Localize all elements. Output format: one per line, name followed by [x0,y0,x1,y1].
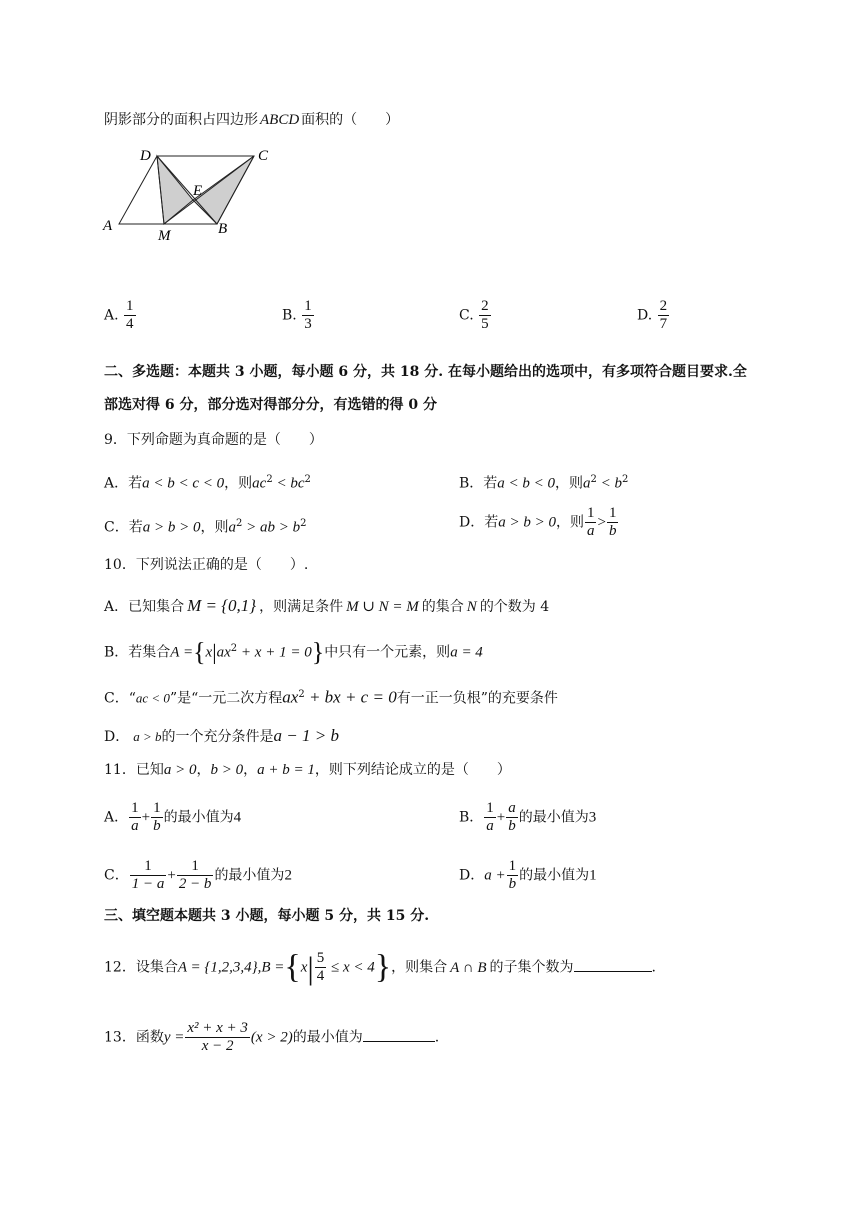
q12 [104,950,656,985]
text: ，则下列结论成立的是（ ） [314,762,511,778]
numerator: 1 [131,800,139,816]
q10-option-a [104,596,549,617]
q9-option-b [459,470,628,494]
denominator: 3 [304,316,312,332]
numerator: x² + x + 3 [187,1020,248,1036]
parallelogram-figure [100,145,290,245]
text: 11．已知 [104,762,164,778]
set-var: x [205,644,213,661]
q9-option-a [104,470,311,494]
condition: a − 1 > b [273,726,339,745]
text: 的最小值为 [519,867,590,884]
set-expression: M = {0,1} [187,596,257,615]
result-right: < bc [272,475,305,492]
greater-than: > [597,514,606,531]
option-letter: C． [104,867,129,884]
condition: a < b < c < 0 [142,475,225,492]
bar: | [212,639,217,665]
text: 的最小值为 [163,809,234,826]
section2-line1: 二、多选题：本题共 3 小题，每小题 6 分，共 18 分. 在每小题给出的选项中，有多项符合题目要求.全 [104,364,747,380]
condition: a > b > 0 [142,519,201,536]
numerator: 1 [586,505,595,521]
denominator: b [508,818,516,834]
numerator: 1 [608,505,617,521]
numerator: 1 [304,298,312,314]
numerator: 1 [486,800,494,816]
fraction [585,505,597,540]
numerator: 5 [316,950,325,966]
denominator: a [586,523,595,539]
fraction [129,800,141,835]
then-text: ，则 [555,475,584,492]
q10-option-d [104,726,339,747]
value: 2 [284,867,292,884]
plus: + [167,867,176,884]
set-body: ax [216,644,231,661]
if-text: 若 [128,519,143,536]
q8-option-d-fraction [658,298,670,333]
fraction [484,800,496,835]
separator: ， [243,762,258,778]
equation: + bx + c = 0 [304,687,397,707]
denominator: b [508,876,517,892]
fraction [507,858,519,893]
value: 1 [589,867,597,884]
q8-option-a-fraction [124,298,136,333]
period: . [651,959,656,976]
equation: ax [282,687,299,707]
exponent: 2 [298,689,305,700]
answer-blank[interactable] [363,1027,435,1042]
condition: b > 0 [210,762,244,778]
q11-option-a [104,800,241,835]
fraction [151,800,163,835]
denominator: x − 2 [201,1038,234,1054]
condition: a < b < 0 [497,475,556,492]
q8-option-c [459,298,492,333]
result-left: ac [252,475,267,492]
exponent: 2 [266,474,273,485]
fraction [506,800,518,835]
set-body: + x + 1 = 0 [237,644,312,661]
q8-option-b [282,298,315,333]
option-letter: D． [104,729,130,745]
q8-option-b-letter: B. [282,307,297,324]
set-var: x [300,959,308,976]
intersection: A ∩ B [450,959,487,976]
right-brace: } [374,948,392,986]
q8-stem-suffix: 面积的（ ） [301,112,400,128]
section2-line2: 部选对得 6 分，部分选对得部分分，有选错的得 0 分 [104,397,437,413]
text: 的一个充分条件是 [161,729,274,745]
q9-option-c [104,514,306,538]
condition: a > b > 0 [498,514,556,531]
period: . [434,1029,440,1046]
fraction [315,950,327,985]
label-C: C [258,148,269,164]
text: 若集合 [128,644,171,661]
plus: + [496,809,506,826]
separator: ， [196,762,211,778]
condition: ac < 0 [135,690,170,706]
domain: (x > 2) [250,1029,293,1046]
numerator: 2 [659,298,668,314]
result-left: a [228,519,236,536]
fraction [177,858,214,893]
text: ”是“一元二次方程 [169,690,283,707]
q8-option-d [637,298,670,333]
numerator: 1 [508,858,517,874]
label-M: M [158,228,171,244]
q8-option-d-letter: D. [637,307,653,324]
text: 中只有一个元素，则 [324,644,451,661]
q8-option-c-letter: C. [459,307,474,324]
result-right: > ab > b [242,519,301,536]
right-brace: } [311,637,325,667]
result-left: a [583,475,591,492]
then-text: ，则 [555,514,584,531]
option-letter: A． [104,475,129,492]
option-letter: A． [104,809,129,826]
set-expression: A = {1,2,3,4},B = [177,959,285,976]
numerator: 1 [153,800,161,816]
numerator: 1 [130,858,167,876]
q8-stem-prefix: 阴影部分的面积占四边形 [104,112,258,128]
quote: “ [128,690,136,707]
condition: a + b = 1 [257,762,315,778]
text: 的个数为 4 [479,599,550,615]
value: 3 [588,809,597,826]
label-A: A [103,218,113,234]
denominator: 4 [316,968,325,984]
q8-option-a-letter: A. [104,307,119,324]
numerator: 1 [126,298,134,314]
if-text: 若 [483,475,498,492]
option-letter: A． [104,599,129,615]
label-E: E [193,183,203,199]
text: ，则集合 [391,959,448,976]
answer-blank[interactable] [574,957,652,972]
q8-stem-var: ABCD [260,112,300,128]
condition: a > b [133,729,162,744]
text: 已知集合 [128,599,185,615]
condition: ≤ x < 4 [327,959,375,976]
option-letter: D． [459,514,485,531]
denominator: b [153,818,161,834]
section3-title: 三、填空题本题共 3 小题，每小题 5 分，共 15 分. [104,908,430,924]
fraction [607,505,619,540]
if-text: 若 [484,514,499,531]
text: ，则满足条件 [259,599,344,615]
denominator: 7 [659,316,668,332]
q10-stem: 10．下列说法正确的是（ ）. [104,557,309,573]
denominator: a [486,818,494,834]
exponent: 2 [230,643,238,654]
q11-option-b [459,800,596,835]
q9-option-d [459,505,619,540]
q11-option-d [459,858,597,893]
q8-option-c-fraction [479,298,491,333]
bar: | [307,949,314,986]
q8-option-b-fraction [302,298,314,333]
text: 的最小值为 [292,1029,363,1046]
left-brace: { [193,637,206,667]
numerator: a [508,800,516,816]
option-letter: C． [104,690,129,707]
exponent: 2 [590,474,597,485]
text: 的最小值为 [214,867,285,884]
numerator: 1 [177,858,214,876]
numerator: 2 [481,298,489,314]
variable: N [466,599,477,615]
left-brace: { [284,948,301,986]
label-B: B [218,221,228,237]
exponent: 2 [622,474,629,485]
denominator: 5 [481,316,489,332]
expression: a + [484,867,506,884]
text: 的最小值为 [518,809,589,826]
q13 [104,1020,439,1055]
q10-option-b [104,637,483,667]
option-letter: B． [459,809,484,826]
denominator: b [608,523,617,539]
option-letter: C． [104,519,129,536]
plus: + [141,809,151,826]
q11-option-c [104,858,292,893]
option-letter: B． [459,475,484,492]
q10-option-c [104,685,558,709]
q8-option-a [104,298,137,333]
result-right: < b [596,475,623,492]
result: a = 4 [450,644,483,661]
fraction [185,1020,250,1055]
condition: a > 0 [163,762,197,778]
if-text: 若 [128,475,143,492]
q9-stem: 9．下列命题为真命题的是（ ） [104,432,323,448]
text: 13．函数 [104,1029,164,1046]
text: 的集合 [421,599,464,615]
exponent: 2 [235,518,243,529]
value: 4 [233,809,242,826]
fraction [130,858,167,893]
condition: M ∪ N = M [346,599,419,615]
set-name: A = [170,644,194,661]
denominator: 2 − b [178,876,212,892]
exponent: 2 [304,474,311,485]
q11-stem [104,760,511,780]
denominator: 1 − a [131,876,165,892]
option-letter: D． [459,867,485,884]
then-text: ，则 [224,475,253,492]
label-D: D [140,148,151,164]
text: 12．设集合 [104,959,178,976]
denominator: a [131,818,139,834]
then-text: ，则 [200,519,229,536]
denominator: 4 [126,316,134,332]
option-letter: B． [104,644,129,661]
function-name: y = [163,1029,185,1046]
text: 的子集个数为 [489,959,574,976]
q8-stem [104,110,399,130]
text: 有一正一负根”的充要条件 [396,690,558,707]
exponent: 2 [300,518,307,529]
